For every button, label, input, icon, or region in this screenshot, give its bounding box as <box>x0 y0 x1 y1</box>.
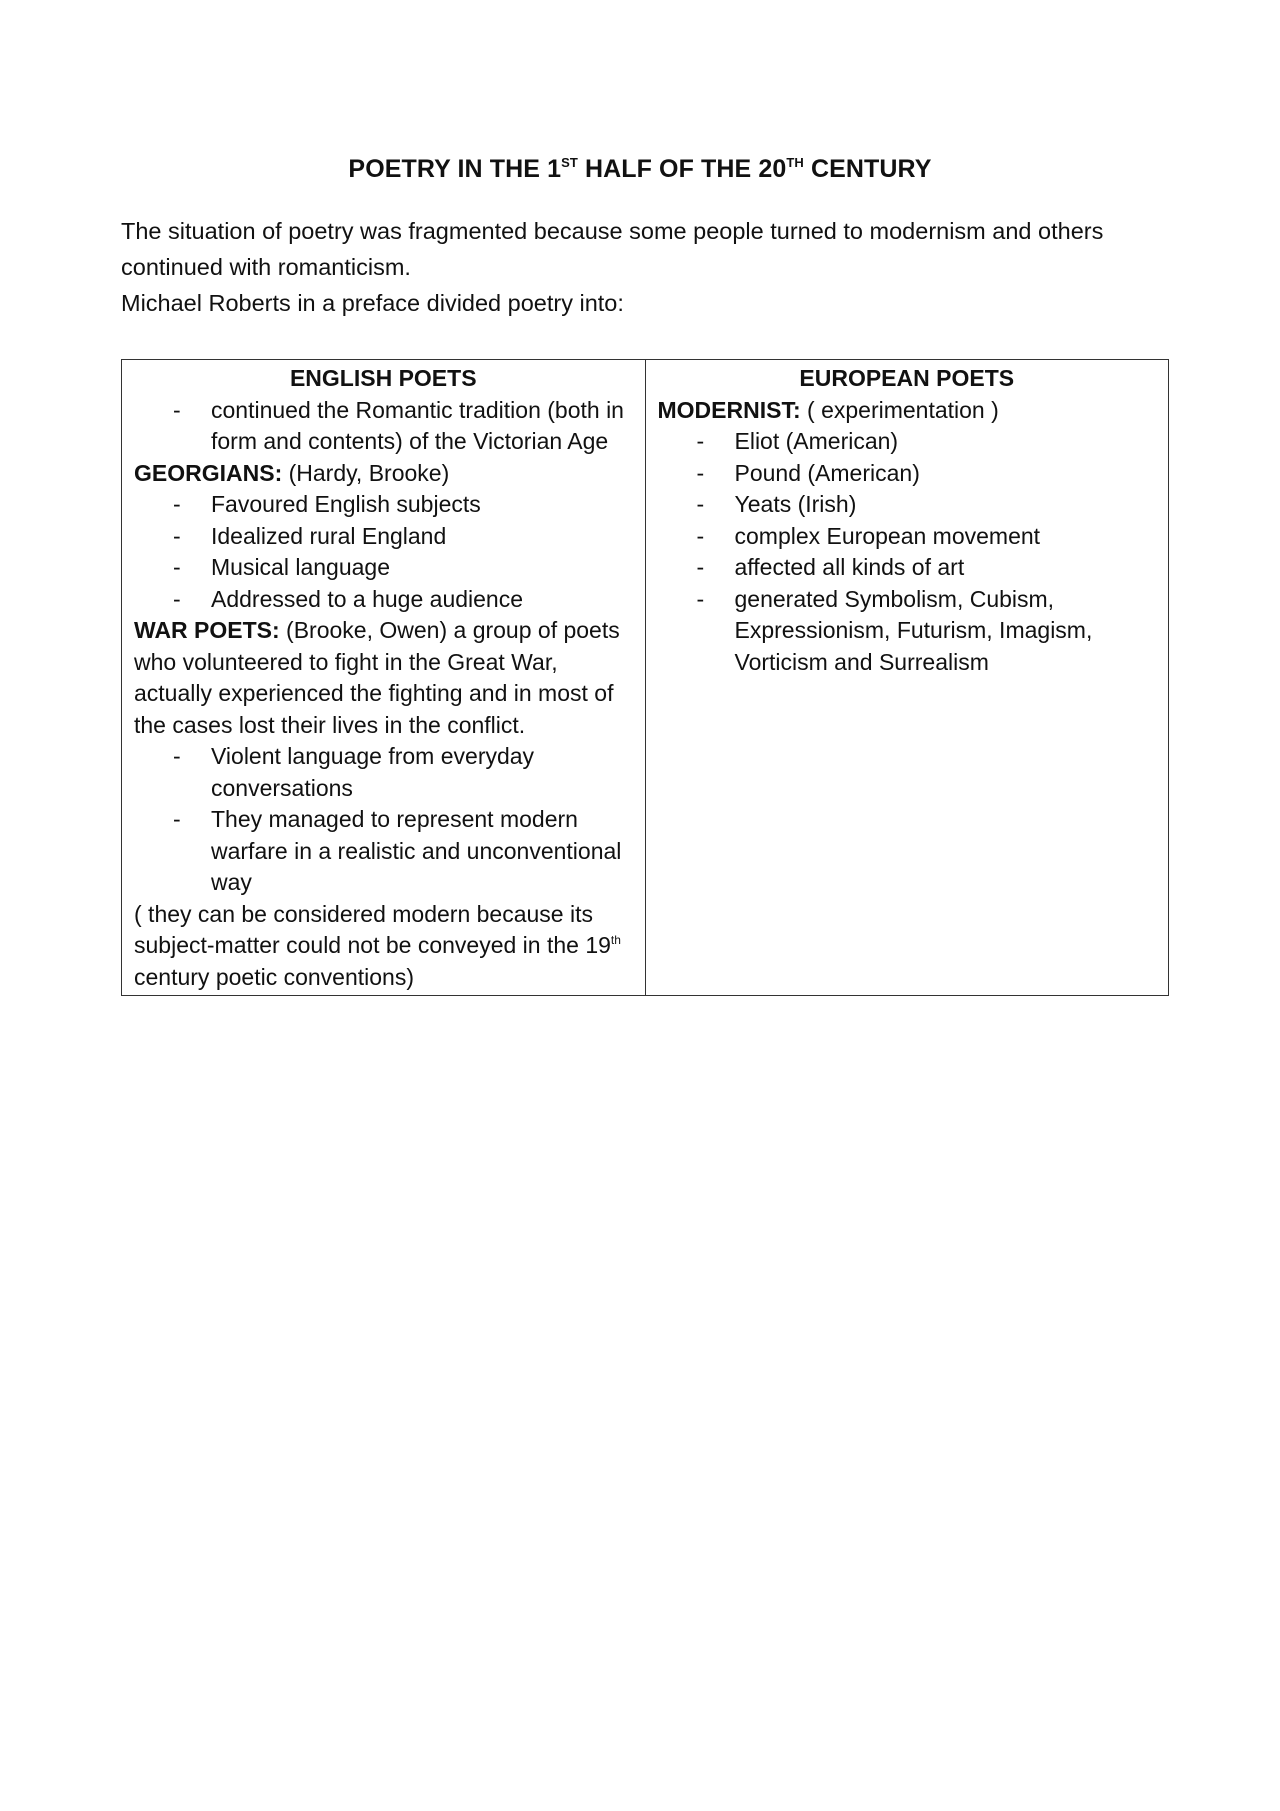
georgians-list <box>134 489 633 615</box>
list-item: - affected all kinds of art <box>658 552 1157 584</box>
title-part-3: CENTURY <box>803 155 932 183</box>
closing-note-superscript: th <box>610 933 621 947</box>
georgians-heading <box>134 458 633 490</box>
intro-lead-in: Michael Roberts in a preface divided poetry into: <box>121 290 624 316</box>
war-poets-description: (Brooke, Owen) a group of poets who volunteered to fight in the Great War, actually experienced the fighting and in most of the cases lost their lives in the conflict. <box>134 617 620 738</box>
english-closing-note <box>134 899 633 994</box>
english-intro-list <box>134 395 633 458</box>
english-poets-cell <box>122 360 646 996</box>
english-poets-header: ENGLISH POETS <box>289 365 477 391</box>
title-part-2: HALF OF THE 20 <box>577 155 787 183</box>
list-item: - Addressed to a huge audience <box>134 584 633 616</box>
closing-note-part-1: ( they can be considered modern because its subject-matter could not be conveyed in the 19 <box>134 900 611 958</box>
list-item: - Violent language from everyday conversations <box>134 741 633 804</box>
list-item: - Idealized rural England <box>134 521 633 553</box>
list-item: - Musical language <box>134 552 633 584</box>
list-item: - Favoured English subjects <box>134 489 633 521</box>
european-poets-header: EUROPEAN POETS <box>799 365 1015 391</box>
war-poets-list <box>134 741 633 899</box>
georgians-poets: (Hardy, Brooke) <box>282 459 450 486</box>
page-title <box>0 155 1280 184</box>
table-row <box>122 360 1169 996</box>
georgians-label: GEORGIANS: <box>134 459 283 486</box>
title-superscript-2: TH <box>786 155 804 170</box>
title-part-1: POETRY IN THE 1 <box>348 155 562 183</box>
title-superscript-1: ST <box>561 155 578 170</box>
war-poets-label: WAR POETS: <box>134 617 280 643</box>
list-item: - generated Symbolism, Cubism, Expressionism, Futurism, Imagism, Vorticism and Surrealism <box>658 584 1157 679</box>
poets-table <box>121 359 1169 996</box>
modernist-label: MODERNIST: <box>657 396 801 423</box>
war-poets-heading <box>134 615 633 741</box>
list-item: - Pound (American) <box>658 458 1157 490</box>
intro-text <box>121 213 1171 321</box>
list-item: - They managed to represent modern warfare in a realistic and unconventional way <box>134 804 633 899</box>
european-poets-cell <box>645 360 1169 996</box>
closing-note-part-2: century poetic conventions) <box>134 963 414 990</box>
list-item: - Yeats (Irish) <box>658 489 1157 521</box>
list-item: - complex European movement <box>658 521 1157 553</box>
intro-paragraph: The situation of poetry was fragmented because some people turned to modernism and others continued with romanticism. <box>121 218 1104 280</box>
list-item: - continued the Romantic tradition (both in form and contents) of the Victorian Age <box>134 395 633 458</box>
list-item: - Eliot (American) <box>658 426 1157 458</box>
modernist-list <box>658 426 1157 678</box>
modernist-heading <box>658 395 1157 427</box>
modernist-description: ( experimentation ) <box>800 396 999 423</box>
